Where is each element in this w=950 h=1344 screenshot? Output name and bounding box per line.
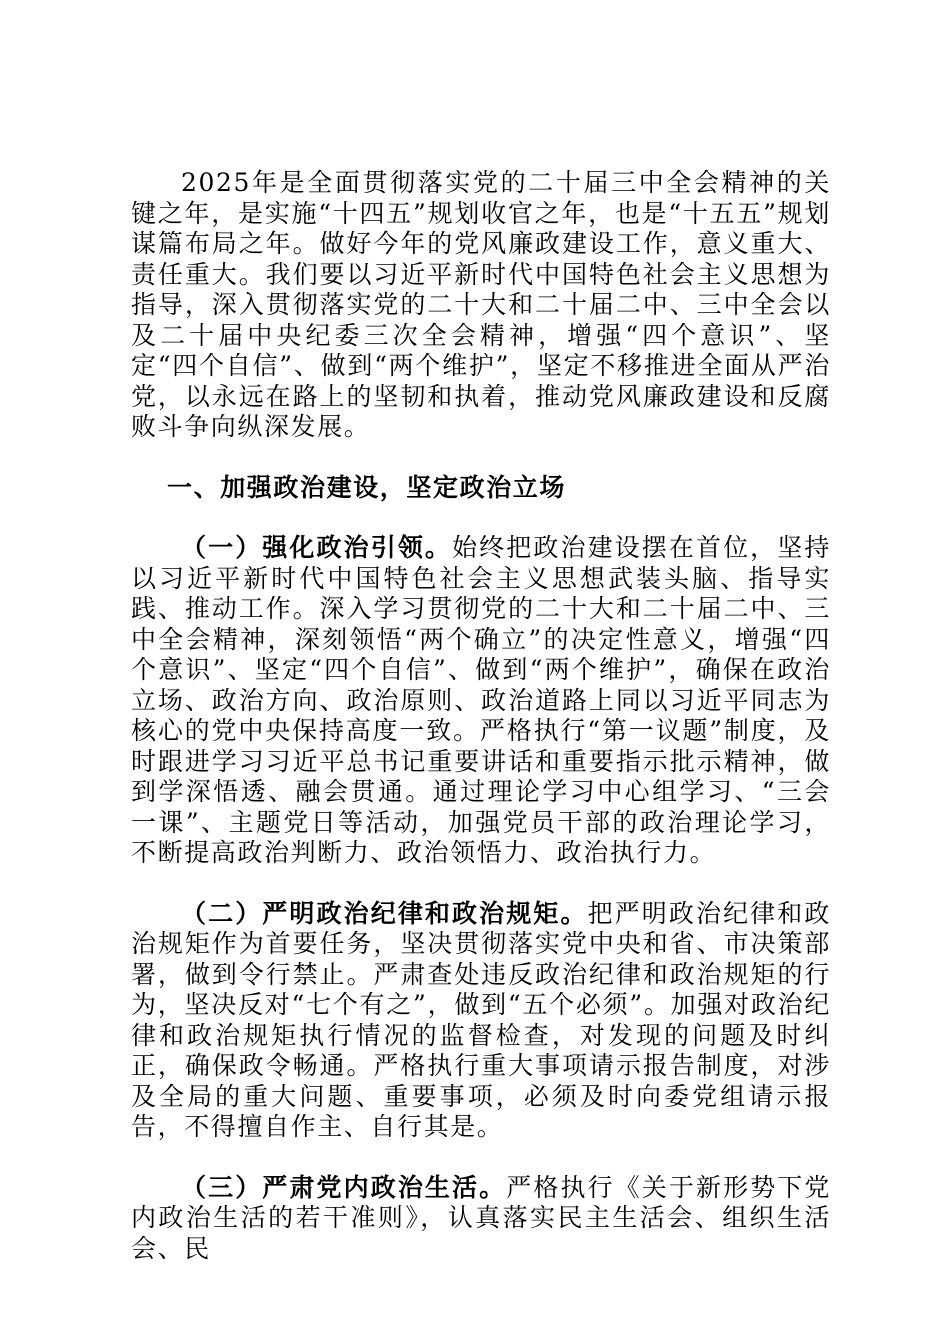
- spacer: [131, 443, 831, 473]
- section-heading-1: 一、加强政治建设，坚定政治立场: [167, 472, 567, 502]
- item-lead-1: （一）强化政治引领。: [181, 533, 453, 562]
- item-body-1: 始终把政治建设摆在首位，坚持以习近平新时代中国特色社会主义思想武装头脑、指导实践、推动工作。深入学习贯彻党的二十大和二十届二中、三中全会精神，深刻领悟“两个确立”的决定性意义，增强“四个意识”、坚定“四个自信”、做到“两个维护”，确保在政治立场、政治方向、政治原则、政治道路上同以习近平同志为核心的党中央保持高度一致。严格执行“第一议题”制度，及时跟进学习习近平总书记重要讲话和重要指示批示精神，做到学深悟透、融会贯通。通过理论学习中心组学习、“三会一课”、主题党日等活动，加强党员干部的政治理论学习，不断提高政治判断力、政治领悟力、政治执行力。: [131, 533, 831, 867]
- item-lead-3: （三）严肃党内政治生活。: [181, 1172, 507, 1202]
- intro-paragraph: 2025年是全面贯彻落实党的二十届三中全会精神的关键之年，是实施“十四五”规划收官之年，也是“十五五”规划谋篇布局之年。做好今年的党风廉政建设工作，意义重大、责任重大。我们要以习近平新时代中国特色社会主义思想为指导，深入贯彻落实党的二十大和二十届二中、三中全会以及二十届中央纪委三次全会精神，增强“四个意识”、坚定“四个自信”、做到“两个维护”，坚定不移推进全面从严治党，以永远在路上的坚韧和执着，推动党风廉政建设和反腐败斗争向纵深发展。: [131, 168, 831, 441]
- spacer: [131, 869, 831, 899]
- item-paragraph-3: [131, 1173, 831, 1265]
- item-paragraph-2: [131, 899, 831, 1143]
- item-lead-2: （二）严明政治纪律和政治规矩。: [181, 898, 588, 928]
- item-body-2: 把严明政治纪律和政治规矩作为首要任务，坚决贯彻落实党中央和省、市决策部署，做到令行禁止。严肃查处违反政治纪律和政治规矩的行为，坚决反对“七个有之”，做到“五个必须”。加强对政治纪律和政治规矩执行情况的监督检查，对发现的问题及时纠正，确保政令畅通。严格执行重大事项请示报告制度，对涉及全局的重大问题、重要事项，必须及时向委党组请示报告，不得擅自作主、自行其是。: [131, 898, 831, 1141]
- spacer: [131, 1143, 831, 1173]
- document-page: [131, 168, 831, 1264]
- spacer: [131, 503, 831, 533]
- item-body-3: 严格执行《关于新形势下党内政治生活的若干准则》，认真落实民主生活会、组织生活会、民: [131, 1172, 831, 1263]
- item-paragraph-1: [131, 533, 831, 869]
